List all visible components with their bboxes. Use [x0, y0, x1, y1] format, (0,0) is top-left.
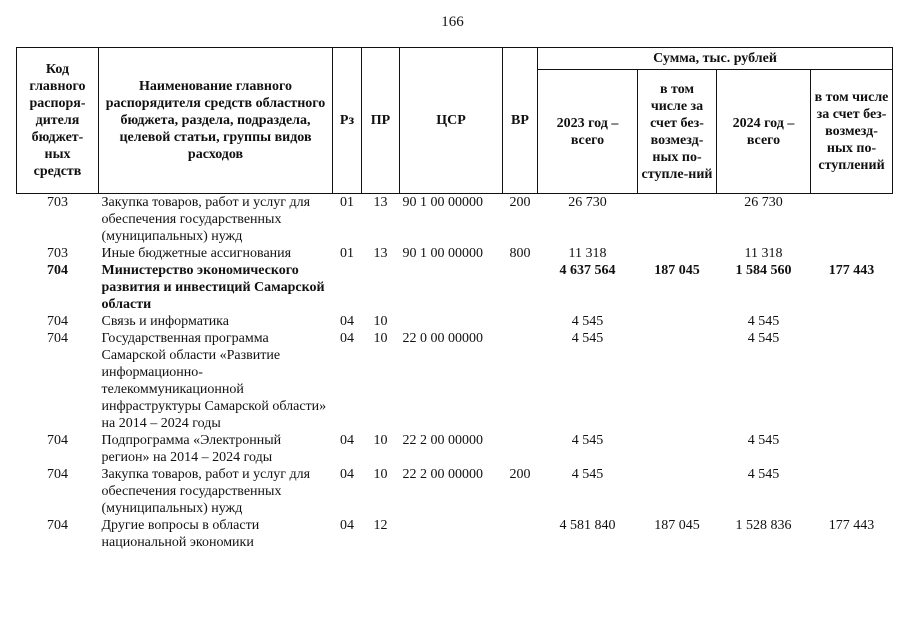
cell-pr: 10 — [373, 467, 388, 482]
cell-rz: 04 — [340, 467, 354, 482]
cell-2024-total: 4 545 — [747, 433, 780, 448]
cell-code: 704 — [47, 433, 68, 448]
cell-vr: 800 — [509, 246, 531, 261]
cell-2024-grants: 177 443 — [828, 518, 875, 533]
cell-csr: 22 2 00 00000 — [402, 433, 483, 448]
cell-name: Связь и информатика — [101, 314, 229, 329]
cell-csr: 22 0 00 00000 — [402, 331, 483, 346]
cell-2023-total: 4 581 840 — [559, 518, 616, 533]
header-name: Наименование главного распорядителя средств областного бюджета, раздела, подраздела, целевой статьи, группы видов расходов — [99, 48, 333, 194]
cell-pr: 10 — [373, 331, 388, 346]
cell-pr: 10 — [373, 314, 388, 329]
header-2023-grants: в том числе за счет без-возмезд-ных по-ступле-ний — [638, 70, 717, 194]
cell-2023-total: 4 545 — [571, 467, 604, 482]
cell-2024-grants — [811, 313, 893, 330]
cell-csr: 90 1 00 00000 — [402, 195, 483, 210]
cell-vr — [503, 262, 538, 313]
cell-2024-total: 1 528 836 — [735, 518, 792, 533]
cell-2024-total: 4 545 — [747, 467, 780, 482]
cell-2023-grants — [638, 194, 717, 246]
header-2024-grants: в том числе за счет без-возмезд-ных по-ступлений — [811, 70, 893, 194]
header-sum: Сумма, тыс. рублей — [538, 48, 893, 70]
cell-2023-grants — [638, 313, 717, 330]
cell-csr — [400, 517, 503, 551]
cell-name: Министерство экономического развития и инвестиций Самарской области — [101, 263, 325, 312]
cell-2024-total: 26 730 — [744, 195, 783, 210]
cell-2024-total: 4 545 — [747, 314, 780, 329]
cell-vr — [503, 330, 538, 432]
cell-csr: 22 2 00 00000 — [402, 467, 483, 482]
table-row — [17, 313, 893, 330]
cell-2024-grants — [811, 194, 893, 246]
table-body — [17, 194, 893, 552]
cell-2023-total: 4 545 — [571, 314, 604, 329]
cell-rz: 01 — [340, 246, 354, 261]
cell-code: 703 — [47, 246, 68, 261]
header-vr: ВР — [503, 48, 538, 194]
cell-vr: 200 — [509, 195, 531, 210]
cell-vr — [503, 313, 538, 330]
cell-rz: 04 — [340, 314, 354, 329]
cell-2024-total: 11 318 — [744, 246, 783, 261]
cell-2023-grants — [638, 432, 717, 466]
cell-vr: 200 — [509, 467, 531, 482]
cell-name: Закупка товаров, работ и услуг для обеспечения государственных (муниципальных) нужд — [101, 467, 311, 516]
cell-2023-grants: 187 045 — [654, 518, 700, 533]
cell-2024-grants — [811, 245, 893, 262]
cell-name: Закупка товаров, работ и услуг для обеспечения государственных (муниципальных) нужд — [101, 195, 311, 244]
cell-2023-grants — [638, 466, 717, 517]
cell-code: 703 — [47, 195, 68, 210]
cell-2023-grants: 187 045 — [654, 263, 700, 278]
cell-2023-total: 11 318 — [568, 246, 607, 261]
cell-2023-total: 4 545 — [571, 433, 604, 448]
cell-name: Иные бюджетные ассигнования — [101, 246, 292, 261]
cell-name: Другие вопросы в области национальной экономики — [101, 518, 260, 550]
cell-2024-total: 4 545 — [747, 331, 780, 346]
cell-2024-grants — [811, 432, 893, 466]
cell-csr — [400, 313, 503, 330]
table-row — [17, 432, 893, 466]
cell-rz: 04 — [340, 518, 354, 533]
cell-pr: 12 — [373, 518, 388, 533]
cell-code: 704 — [47, 467, 68, 482]
header-csr: ЦСР — [400, 48, 503, 194]
cell-2023-grants — [638, 330, 717, 432]
cell-pr: 13 — [373, 195, 388, 210]
table-header — [17, 48, 893, 194]
cell-vr — [503, 517, 538, 551]
table-row — [17, 517, 893, 551]
cell-vr — [503, 432, 538, 466]
cell-rz: 01 — [340, 195, 354, 210]
cell-2024-grants — [811, 330, 893, 432]
cell-2023-grants — [638, 245, 717, 262]
table-row — [17, 466, 893, 517]
header-rz: Рз — [333, 48, 362, 194]
cell-pr: 10 — [373, 433, 388, 448]
cell-2023-total: 4 637 564 — [559, 263, 616, 278]
cell-code: 704 — [47, 331, 68, 346]
table-row — [17, 262, 893, 313]
header-code: Код главного распоря-дителя бюджет-ных средств — [17, 48, 99, 194]
cell-pr: 13 — [373, 246, 388, 261]
table-row — [17, 245, 893, 262]
cell-2024-total: 1 584 560 — [735, 263, 792, 278]
cell-2023-total: 4 545 — [571, 331, 604, 346]
cell-rz: 04 — [340, 331, 354, 346]
cell-name: Государственная программа Самарской области «Развитие информационно-телекоммуникационной инфраструктуры Самарской области» на 2014 – 2024 годы — [101, 331, 327, 431]
cell-csr: 90 1 00 00000 — [402, 246, 483, 261]
page-number: 166 — [441, 14, 464, 30]
budget-table — [16, 47, 893, 551]
cell-code: 704 — [47, 518, 68, 533]
cell-pr — [362, 262, 400, 313]
cell-2023-total: 26 730 — [568, 195, 607, 210]
table-row — [17, 194, 893, 246]
header-pr: ПР — [362, 48, 400, 194]
table-row — [17, 330, 893, 432]
cell-code: 704 — [47, 314, 68, 329]
cell-2024-grants — [811, 466, 893, 517]
header-2023-total: 2023 год – всего — [538, 70, 638, 194]
header-2024-total: 2024 год – всего — [717, 70, 811, 194]
cell-code: 704 — [47, 263, 68, 278]
cell-name: Подпрограмма «Электронный регион» на 2014 – 2024 годы — [101, 433, 282, 465]
cell-2024-grants: 177 443 — [828, 263, 875, 278]
cell-rz: 04 — [340, 433, 354, 448]
cell-rz — [333, 262, 362, 313]
cell-csr — [400, 262, 503, 313]
